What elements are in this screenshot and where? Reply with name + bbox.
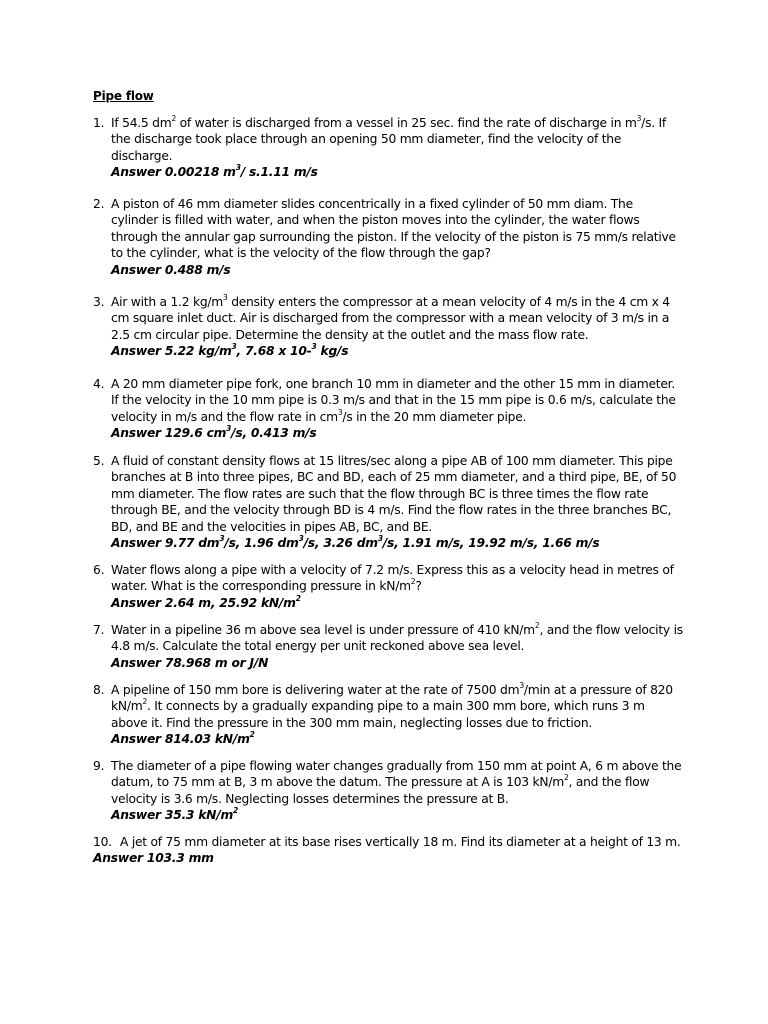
- text-run: density enters the compressor at a mean velocity of 4 m/s in the 4 cm x 4 cm square inlet duct. Air is discharged from the compressor with a mean velocity of 3 m/s in a 2.5 cm circular pipe. Determine the density at the outlet and the mass flow rate.: [111, 295, 670, 342]
- text-run: . It connects by a gradually expanding pipe to a main 300 mm bore, which runs 3 m above it. Find the pressure in the 300 mm main, neglecting losses due to friction.: [111, 699, 645, 730]
- question-item: [93, 682, 683, 748]
- question-number: 9.: [93, 759, 105, 773]
- question-text: [111, 196, 683, 262]
- text-run: A pipeline of 150 mm bore is delivering water at the rate of 7500 dm: [111, 683, 520, 697]
- question-item: [93, 453, 683, 551]
- question-number: 1.: [93, 116, 105, 130]
- text-run: Answer 35.3 kN/m: [111, 808, 234, 823]
- question-item: [93, 834, 683, 867]
- superscript: 2: [295, 593, 301, 603]
- question-number: 6.: [93, 563, 105, 577]
- superscript: 3: [235, 163, 241, 173]
- text-run: /s in the 20 mm diameter pipe.: [342, 409, 527, 424]
- superscript: 2: [249, 730, 255, 740]
- text-run: kg/s: [316, 344, 349, 359]
- text-run: Answer 814.03 kN/m: [111, 732, 250, 747]
- text-run: A 20 mm diameter pipe fork, one branch 10 mm in diameter and the other 15 mm in diameter. If the velocity in the 10 mm pipe is 0.3 m/s and that in the 15 mm pipe is 0.6 m/s, calculate the velocity in m/s and the flow rate in cm: [111, 377, 676, 424]
- text-run: Water in a pipeline 36 m above sea level is under pressure of 410 kN/m: [111, 623, 535, 637]
- text-run: ?: [415, 579, 422, 594]
- question-item: [93, 562, 683, 611]
- question-text: [111, 562, 683, 595]
- text-run: A jet of 75 mm diameter at its base rises vertically 18 m. Find its diameter at a height of 13 m.: [120, 835, 681, 849]
- question-number: 2.: [93, 197, 105, 211]
- superscript: 3: [377, 533, 383, 543]
- text-run: /s. If the discharge took place through an opening 50 mm diameter, find the velocity of the discharge.: [111, 116, 666, 163]
- superscript: 3: [223, 292, 228, 302]
- question-number: 5.: [93, 454, 105, 468]
- text-run: /s, 1.91 m/s, 19.92 m/s, 1.66 m/s: [382, 536, 600, 551]
- question-text: [111, 376, 683, 425]
- text-run: /s, 0.413 m/s: [231, 426, 317, 441]
- question-number: 10.: [93, 835, 112, 849]
- question-item: [93, 294, 683, 360]
- answer-text: [111, 262, 683, 278]
- question-item: [93, 758, 683, 824]
- superscript: 3: [219, 533, 225, 543]
- text-run: Answer 129.6 cm: [111, 426, 227, 441]
- superscript: 3: [519, 680, 524, 690]
- answer-text: [111, 535, 683, 551]
- question-text: [111, 758, 683, 807]
- text-run: Answer 103.3 mm: [93, 851, 214, 866]
- superscript: 2: [410, 577, 416, 587]
- text-run: A fluid of constant density flows at 15 litres/sec along a pipe AB of 100 mm diameter. This pipe branches at B into three pipes, BC and BD, each of 25 mm diameter, and a third pipe, BE, of 50 mm diameter. The flow rates are such that the flow through BC is three times the flow rate through BE, and the velocity through BD is 4 m/s. Find the flow rates in the three branches BC, BD, and BE and the velocities in pipes AB, BC, and BE.: [111, 454, 677, 534]
- superscript: 3: [636, 113, 642, 123]
- answer-text: [93, 850, 683, 866]
- superscript: 3: [298, 533, 304, 543]
- question-item: [93, 196, 683, 278]
- question-number: 8.: [93, 683, 105, 697]
- answer-text: [111, 731, 683, 747]
- superscript: 2: [142, 697, 147, 707]
- question-item: [93, 622, 683, 671]
- text-run: of water is discharged from a vessel in 25 sec. find the rate of discharge in m: [175, 116, 637, 130]
- answer-text: [111, 807, 683, 823]
- text-run: Answer 78.968 m or J/N: [111, 655, 269, 670]
- superscript: 2: [233, 806, 238, 816]
- text-run: A piston of 46 mm diameter slides concentrically in a fixed cylinder of 50 mm diam. The cylinder is filled with water, and when the piston moves into the cylinder, the water flows through the annular gap surrounding the piston. If the velocity of the piston is 75 mm/s relative to the cylinder, what is the velocity of the flow through the gap?: [111, 197, 676, 261]
- superscript: 3: [337, 407, 343, 417]
- question-number: 7.: [93, 623, 105, 637]
- text-run: Answer 0.00218 m: [111, 165, 236, 180]
- superscript: 3: [231, 342, 237, 352]
- answer-text: [111, 343, 683, 359]
- answer-text: [111, 164, 683, 180]
- text-run: Water flows along a pipe with a velocity of 7.2 m/s. Express this as a velocity head in metres of water. What is the corresponding pressure in kN/m: [111, 563, 674, 594]
- answer-text: [111, 425, 683, 441]
- text-run: / s.1.11 m/s: [240, 165, 318, 180]
- text-run: Answer 2.64 m, 25.92 kN/m: [111, 595, 296, 610]
- question-item: [93, 115, 683, 181]
- text-run: /s, 3.26 dm: [303, 536, 378, 551]
- text-run: The diameter of a pipe flowing water changes gradually from 150 mm at point A, 6 m above the datum, to 75 mm at B, 3 m above the datum. The pressure at A is 103 kN/m: [111, 759, 682, 790]
- text-run: /min at a pressure of 820 kN/m: [111, 683, 673, 714]
- superscript: 2: [171, 113, 176, 123]
- question-number: 4.: [93, 377, 105, 391]
- text-run: , and the flow velocity is 3.6 m/s. Neglecting losses determines the pressure at B.: [111, 775, 650, 806]
- question-text: [111, 682, 683, 731]
- answer-text: [111, 655, 683, 671]
- question-text: [111, 453, 683, 535]
- superscript: 2: [534, 620, 540, 630]
- question-text: [111, 622, 683, 655]
- text-run: , 7.68 x 10-: [236, 344, 312, 359]
- text-run: If 54.5 dm: [111, 116, 172, 130]
- superscript: 2: [563, 773, 569, 783]
- question-text: [111, 115, 683, 164]
- question-number: 3.: [93, 295, 105, 309]
- question-item: [93, 376, 683, 442]
- text-run: , and the flow velocity is 4.8 m/s. Calculate the total energy per unit reckoned above sea level.: [111, 623, 683, 654]
- question-text: [111, 294, 683, 343]
- text-run: /s, 1.96 dm: [224, 536, 299, 551]
- superscript: 3: [226, 424, 232, 434]
- text-run: Answer 5.22 kg/m: [111, 344, 232, 359]
- page-title: Pipe flow: [93, 89, 154, 103]
- text-run: Answer 0.488 m/s: [111, 262, 231, 277]
- answer-text: [111, 595, 683, 611]
- text-run: Air with a 1.2 kg/m: [111, 295, 223, 309]
- text-run: Answer 9.77 dm: [111, 536, 220, 551]
- question-text: [120, 834, 683, 850]
- superscript: 3: [311, 342, 317, 352]
